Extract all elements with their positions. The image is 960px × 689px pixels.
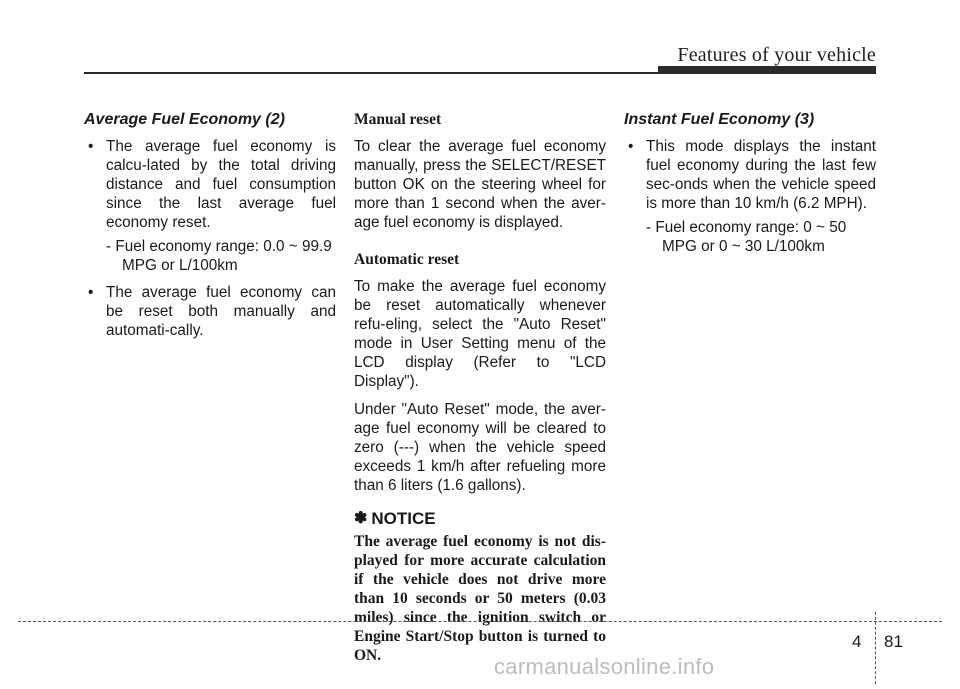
- paragraph-automatic-reset-2: Under "Auto Reset" mode, the aver-age fuel economy will be cleared to zero (---) when the vehicle speed exceeds 1 km/h after refueling more than 6 liters (1.6 gallons).: [354, 401, 606, 494]
- column-2: [354, 110, 606, 665]
- notice-label: NOTICE: [371, 509, 436, 528]
- chapter-number: 4: [852, 632, 862, 651]
- header-rule-accent: [658, 66, 876, 74]
- bullet-item: [624, 137, 876, 213]
- paragraph-manual-reset: To clear the average fuel economy manually, press the SELECT/RESET button OK on the steering wheel for more than 1 second when the aver-age fuel economy is displayed.: [354, 138, 606, 231]
- page-header-title: Features of your vehicle: [677, 44, 876, 66]
- section-heading-instant-fuel-economy: Instant Fuel Economy (3): [624, 111, 815, 128]
- notice-star-icon: ✽: [354, 510, 368, 527]
- column-1: [84, 110, 336, 345]
- sub-item-range: - Fuel economy range: 0 ~ 50 MPG or 0 ~ 30 L/100km: [646, 219, 847, 255]
- bullet-icon: •: [88, 284, 94, 301]
- bullet-icon: •: [88, 138, 94, 155]
- watermark: carmanualsonline.info: [494, 654, 715, 679]
- bullet-item: [84, 137, 336, 232]
- notice-heading: [354, 509, 606, 528]
- page-number: 81: [884, 632, 903, 651]
- column-3: [624, 110, 876, 264]
- footer-rule: [18, 621, 942, 622]
- footer-divider: [875, 612, 876, 684]
- sub-item-range: - Fuel economy range: 0.0 ~ 99.9 MPG or L/100km: [106, 238, 332, 274]
- bullet-text: This mode displays the instant fuel economy during the last few sec-onds when the vehicle speed is more than 10 km/h (6.2 MPH).: [646, 138, 876, 212]
- bullet-icon: •: [628, 138, 634, 155]
- bullet-text: The average fuel economy is calcu-lated by the total driving distance and fuel consumption since the last average fuel economy reset.: [106, 138, 336, 231]
- bullet-text: The average fuel economy can be reset both manually and automati-cally.: [106, 284, 336, 339]
- subheading-automatic-reset: Automatic reset: [354, 251, 460, 268]
- bullet-item: [84, 283, 336, 340]
- notice-text: The average fuel economy is not dis-played for more accurate calculation if the vehicle does not drive more than 10 seconds or 50 meters (0.03 miles) since the ignition switch or Engine Start/Stop button is turned to ON.: [354, 533, 606, 664]
- subheading-manual-reset: Manual reset: [354, 111, 442, 128]
- paragraph-automatic-reset-1: To make the average fuel economy be reset automatically whenever refu-eling, select the "Auto Reset" mode in User Setting menu of the LCD display (Refer to "LCD Display").: [354, 278, 606, 390]
- section-heading-average-fuel-economy: Average Fuel Economy (2): [84, 111, 285, 128]
